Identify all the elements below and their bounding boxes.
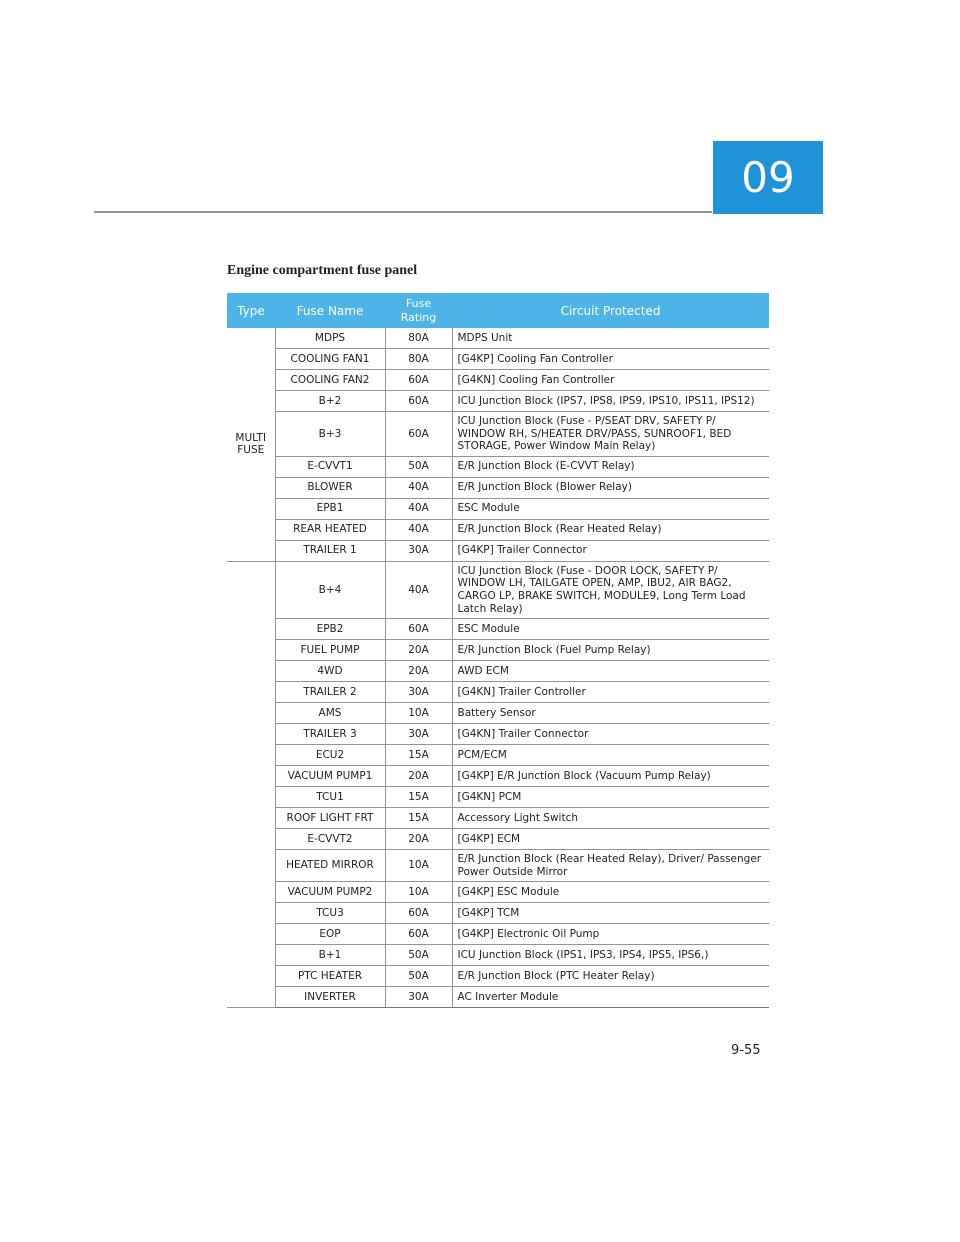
fuse-rating-cell: 20A [385,766,452,787]
fuse-rating-cell: 60A [385,903,452,924]
fuse-rating-cell: 20A [385,661,452,682]
table-row [227,661,769,682]
fuse-name-cell: TRAILER 2 [275,682,385,703]
table-row [227,829,769,850]
table-row [227,703,769,724]
circuit-cell: [G4KP] Trailer Connector [452,540,769,561]
table-row [227,519,769,540]
fuse-rating-cell: 50A [385,456,452,477]
circuit-cell: E/R Junction Block (PTC Heater Relay) [452,966,769,987]
table-row [227,370,769,391]
circuit-cell: ICU Junction Block (IPS7, IPS8, IPS9, IPS10, IPS11, IPS12) [452,391,769,412]
circuit-cell: AWD ECM [452,661,769,682]
circuit-cell: [G4KN] Cooling Fan Controller [452,370,769,391]
fuse-rating-cell: 60A [385,924,452,945]
fuse-rating-cell: 30A [385,987,452,1008]
table-row [227,945,769,966]
fuse-name-cell: COOLING FAN2 [275,370,385,391]
fuse-rating-cell: 50A [385,966,452,987]
circuit-cell: [G4KP] Electronic Oil Pump [452,924,769,945]
fuse-name-cell: B+1 [275,945,385,966]
fuse-name-cell: B+3 [275,412,385,457]
table-row [227,924,769,945]
table-row [227,850,769,882]
fuse-rating-cell: 40A [385,477,452,498]
circuit-cell: Battery Sensor [452,703,769,724]
table-row [227,987,769,1008]
table-row [227,882,769,903]
circuit-cell: ICU Junction Block (Fuse - P/SEAT DRV, SAFETY P/ WINDOW RH, S/HEATER DRV/PASS, SUNROOF1, BED STORAGE, Power Window Main Relay) [452,412,769,457]
table-row [227,682,769,703]
circuit-cell: [G4KP] E/R Junction Block (Vacuum Pump Relay) [452,766,769,787]
type-cell: MULTI FUSE [227,328,275,561]
fuse-name-cell: INVERTER [275,987,385,1008]
fuse-rating-cell: 80A [385,349,452,370]
circuit-cell: ICU Junction Block (Fuse - DOOR LOCK, SAFETY P/ WINDOW LH, TAILGATE OPEN, AMP, IBU2, AIR BAG2, CARGO LP, BRAKE SWITCH, MODULE9, Long Term Load Latch Relay) [452,561,769,618]
table-row [227,640,769,661]
fuse-rating-cell: 60A [385,391,452,412]
fuse-name-cell: B+2 [275,391,385,412]
fuse-name-cell: BLOWER [275,477,385,498]
circuit-cell: [G4KP] Cooling Fan Controller [452,349,769,370]
fuse-rating-cell: 40A [385,519,452,540]
table-row [227,619,769,640]
fuse-name-cell: PTC HEATER [275,966,385,987]
circuit-cell: [G4KN] PCM [452,787,769,808]
table-row [227,328,769,349]
fuse-rating-cell: 30A [385,724,452,745]
fuse-rating-cell: 60A [385,619,452,640]
fuse-rating-cell: 40A [385,498,452,519]
fuse-name-cell: VACUUM PUMP1 [275,766,385,787]
table-row [227,766,769,787]
circuit-cell: ESC Module [452,619,769,640]
fuse-rating-cell: 10A [385,703,452,724]
circuit-cell: MDPS Unit [452,328,769,349]
circuit-cell: ICU Junction Block (IPS1, IPS3, IPS4, IPS5, IPS6,) [452,945,769,966]
header-fuse-rating: Fuse Rating [385,293,452,328]
table-row [227,349,769,370]
fuse-name-cell: MDPS [275,328,385,349]
circuit-cell: E/R Junction Block (Rear Heated Relay), Driver/ Passenger Power Outside Mirror [452,850,769,882]
fuse-name-cell: ROOF LIGHT FRT [275,808,385,829]
fuse-name-cell: VACUUM PUMP2 [275,882,385,903]
fuse-name-cell: ECU2 [275,745,385,766]
circuit-cell: [G4KN] Trailer Connector [452,724,769,745]
fuse-rating-cell: 20A [385,829,452,850]
fuse-name-cell: COOLING FAN1 [275,349,385,370]
table-header-row [227,293,769,328]
fuse-rating-cell: 15A [385,808,452,829]
fuse-name-cell: EPB1 [275,498,385,519]
table-row [227,966,769,987]
fuse-rating-cell: 40A [385,561,452,618]
circuit-cell: AC Inverter Module [452,987,769,1008]
circuit-cell: E/R Junction Block (Blower Relay) [452,477,769,498]
chapter-tab: 09 [713,141,823,214]
fuse-rating-cell: 20A [385,640,452,661]
table-row [227,787,769,808]
circuit-cell: E/R Junction Block (Fuel Pump Relay) [452,640,769,661]
fuse-name-cell: E-CVVT2 [275,829,385,850]
table-row [227,498,769,519]
table-row [227,540,769,561]
fuse-name-cell: 4WD [275,661,385,682]
fuse-name-cell: AMS [275,703,385,724]
circuit-cell: [G4KN] Trailer Controller [452,682,769,703]
fuse-rating-cell: 60A [385,370,452,391]
circuit-cell: E/R Junction Block (E-CVVT Relay) [452,456,769,477]
fuse-rating-cell: 15A [385,787,452,808]
fuse-name-cell: TRAILER 3 [275,724,385,745]
fuse-name-cell: TRAILER 1 [275,540,385,561]
table-row [227,745,769,766]
table-row [227,808,769,829]
table-row [227,903,769,924]
fuse-rating-cell: 15A [385,745,452,766]
fuse-rating-cell: 10A [385,850,452,882]
fuse-rating-cell: 30A [385,540,452,561]
fuse-name-cell: EPB2 [275,619,385,640]
fuse-rating-cell: 80A [385,328,452,349]
header-rule [94,211,712,213]
circuit-cell: [G4KP] TCM [452,903,769,924]
fuse-name-cell: EOP [275,924,385,945]
circuit-cell: PCM/ECM [452,745,769,766]
header-circuit-protected: Circuit Protected [452,293,769,328]
fuse-name-cell: TCU3 [275,903,385,924]
fuse-rating-cell: 50A [385,945,452,966]
circuit-cell: Accessory Light Switch [452,808,769,829]
table-row [227,477,769,498]
fuse-name-cell: HEATED MIRROR [275,850,385,882]
table-row [227,456,769,477]
table-row [227,391,769,412]
fuse-rating-cell: 30A [385,682,452,703]
section-title: Engine compartment fuse panel [227,263,418,278]
fuse-rating-cell: 10A [385,882,452,903]
fuse-name-cell: E-CVVT1 [275,456,385,477]
table-row [227,724,769,745]
fuse-name-cell: B+4 [275,561,385,618]
page-number: 9-55 [731,1043,761,1058]
circuit-cell: E/R Junction Block (Rear Heated Relay) [452,519,769,540]
fuse-table [227,293,769,1008]
table-row [227,561,769,618]
header-fuse-name: Fuse Name [275,293,385,328]
fuse-rating-cell: 60A [385,412,452,457]
fuse-name-cell: REAR HEATED [275,519,385,540]
type-cell [227,561,275,1008]
circuit-cell: [G4KP] ESC Module [452,882,769,903]
header-type: Type [227,293,275,328]
fuse-name-cell: TCU1 [275,787,385,808]
fuse-name-cell: FUEL PUMP [275,640,385,661]
table-row [227,412,769,457]
table-body [227,328,769,1008]
circuit-cell: [G4KP] ECM [452,829,769,850]
circuit-cell: ESC Module [452,498,769,519]
